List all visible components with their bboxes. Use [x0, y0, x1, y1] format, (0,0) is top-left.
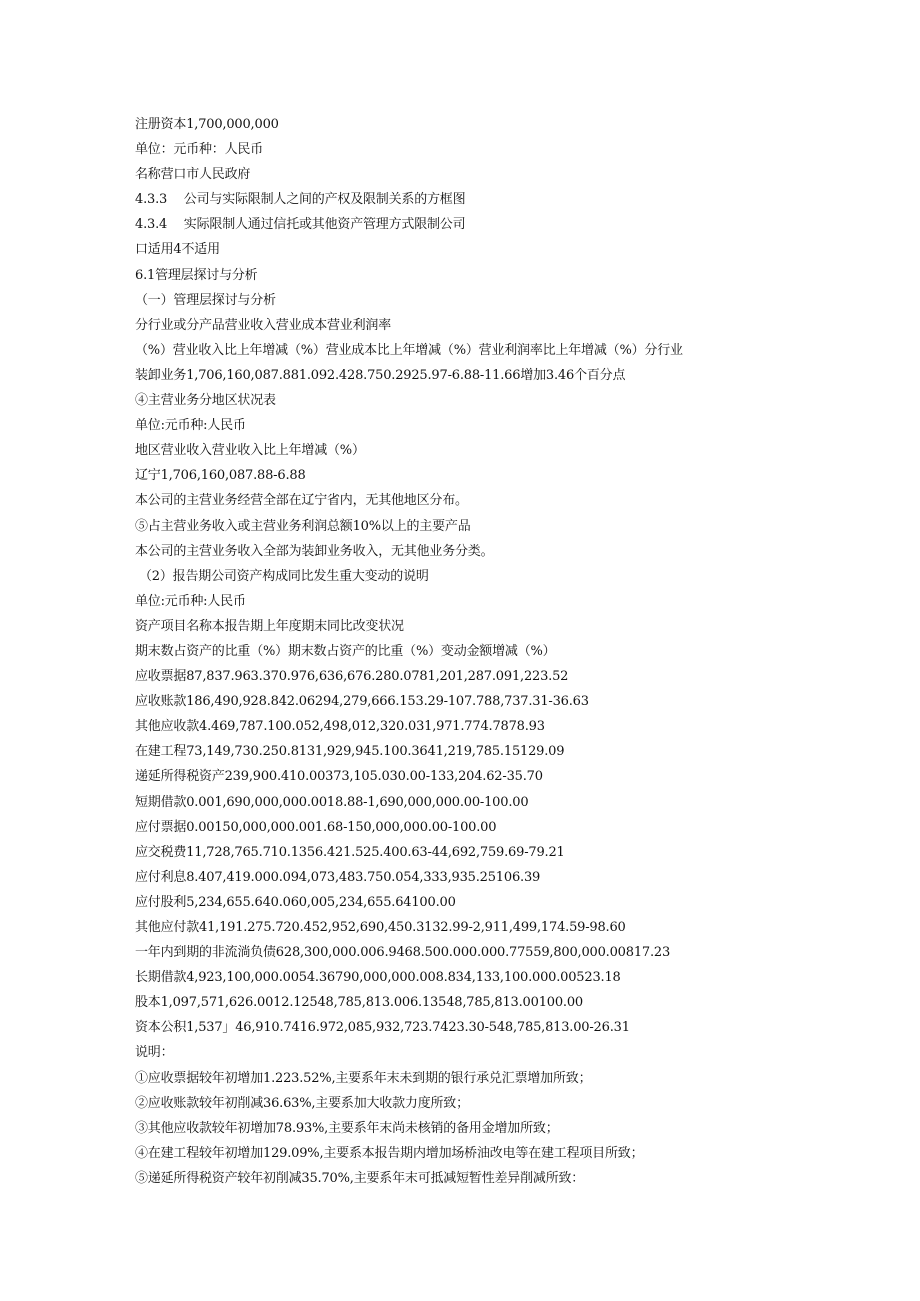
registered-capital: 注册资本1,700,000,000: [135, 117, 279, 132]
section-6-1-heading: 6.1管理层探讨与分析: [135, 267, 258, 283]
asset-table-header-2: 期末数占资产的比重（%）期末数占资产的比重（%）变动金额增减（%）: [135, 643, 556, 659]
asset-change-heading: （2）报告期公司资产构成同比发生重大变动的说明: [139, 568, 429, 584]
asset-row-construction: 在建工程73,149,730.250.8131,929,945.100.3641,219,785.15129.09: [135, 744, 565, 760]
region-liaoning-row: 辽宁1,706,160,087.88-6.88: [135, 468, 306, 484]
loading-business-row: 装卸业务1,706,160,087.881.092.428.750.2925.97-6.88-11.66增加3.46个百分点: [135, 367, 626, 383]
industry-table-header: 分行业或分产品营业收入营业成本营业利润率: [135, 317, 392, 333]
controller-name: 名称营口市人民政府: [135, 167, 251, 183]
explanation-item-3: ③其他应收款较年初增加78.93%,主要系年末尚未核销的备用金增加所致；: [135, 1120, 559, 1136]
section-4-3-3: 4.3.3 公司与实际限制人之间的产权及限制关系的方框图: [135, 192, 466, 208]
asset-row-interest-payable: 应付利息8.407,419.000.094,073,483.750.054,333,935.25106.39: [135, 869, 541, 885]
applicability-line: 口适用4不适用: [135, 242, 220, 258]
asset-row-share-capital: 股本1,097,571,626.0012.12548,785,813.006.13548,785,813.00100.00: [135, 995, 583, 1011]
explanation-item-4: ④在建工程较年初增加129.09%,主要系本报告期内增加场桥油改电等在建工程项目所致；: [135, 1145, 644, 1161]
asset-row-accounts-receivable: 应收账款186,490,928.842.06294,279,666.153.29-107.788,737.31-36.63: [135, 694, 589, 710]
asset-row-current-noncurrent: 一年内到期的非流淌负债628,300,000.006.9468.500.000.000.77559,800,000.00817.23: [135, 945, 671, 961]
asset-row-dividends-payable: 应付股利5,234,655.640.060,005,234,655.64100.00: [135, 894, 456, 910]
region-note: 本公司的主营业务经营全部在辽宁省内，无其他地区分布。: [135, 493, 468, 509]
explanation-item-5: ⑤递延所得税资产较年初削减35.70%,主要系年末可抵减短暂性差异削减所致：: [135, 1170, 585, 1186]
asset-row-long-term-loans: 长期借款4,923,100,000.0054.36790,000,000.008.834,133,100.000.00523.18: [135, 970, 621, 986]
currency-unit-line: 单位：元币种：人民币: [135, 142, 264, 158]
document-body: [135, 112, 835, 1191]
asset-row-notes-payable: 应付票据0.00150,000,000.001.68-150,000,000.00-100.00: [135, 819, 497, 835]
section-4-3-4: 4.3.4 实际限制人通过信托或其他资产管理方式限制公司: [135, 217, 466, 233]
main-product-title: ⑤占主营业务收入或主营业务利润总额10%以上的主要产品: [135, 518, 471, 534]
asset-row-deferred-tax: 递延所得税资产239,900.410.00373,105.030.00-133,204.62-35.70: [135, 769, 543, 785]
asset-table-header: 资产项目名称本报告期上年度期末同比改变状况: [135, 618, 404, 634]
asset-row-capital-reserve: 资本公积1,537」46,910.7416.972,085,932,723.7423.30-548,785,813.00-26.31: [135, 1020, 630, 1036]
main-product-note: 本公司的主营业务收入全部为装卸业务收入，无其他业务分类。: [135, 543, 494, 559]
asset-row-notes-receivable: 应收票据87,837.963.370.976,636,676.280.0781,201,287.091,223.52: [135, 669, 569, 685]
industry-table-header-2: （%）营业收入比上年增减（%）营业成本比上年增减（%）营业利润率比上年增减（%）分行业: [135, 342, 683, 358]
region-table-header: 地区营业收入营业收入比上年增减（%）: [135, 443, 365, 459]
explanation-heading: 说明：: [135, 1045, 174, 1061]
asset-row-other-receivables: 其他应收款4.469,787.100.052,498,012,320.031,971.774.7878.93: [135, 719, 545, 735]
subsection-heading: （一）管理层探讨与分析: [135, 292, 276, 308]
region-currency-unit: 单位:元币种:人民币: [135, 418, 246, 434]
region-table-title: ④主营业务分地区状况表: [135, 393, 276, 409]
asset-currency-unit: 单位:元币种:人民币: [135, 593, 246, 609]
explanation-item-1: ①应收票据较年初增加1.223.52%,主要系年末未到期的银行承兑汇票增加所致；: [135, 1070, 592, 1086]
asset-row-short-term-loans: 短期借款0.001,690,000,000.0018.88-1,690,000,000.00-100.00: [135, 794, 529, 810]
asset-row-taxes-payable: 应交税费11,728,765.710.1356.421.525.400.63-44,692,759.69-79.21: [135, 844, 565, 860]
asset-row-other-payables: 其他应付款41,191.275.720.452,952,690,450.3132.99-2,911,499,174.59-98.60: [135, 920, 626, 935]
explanation-item-2: ②应收账款较年初削减36.63%,主要系加大收款力度所致；: [135, 1095, 469, 1111]
